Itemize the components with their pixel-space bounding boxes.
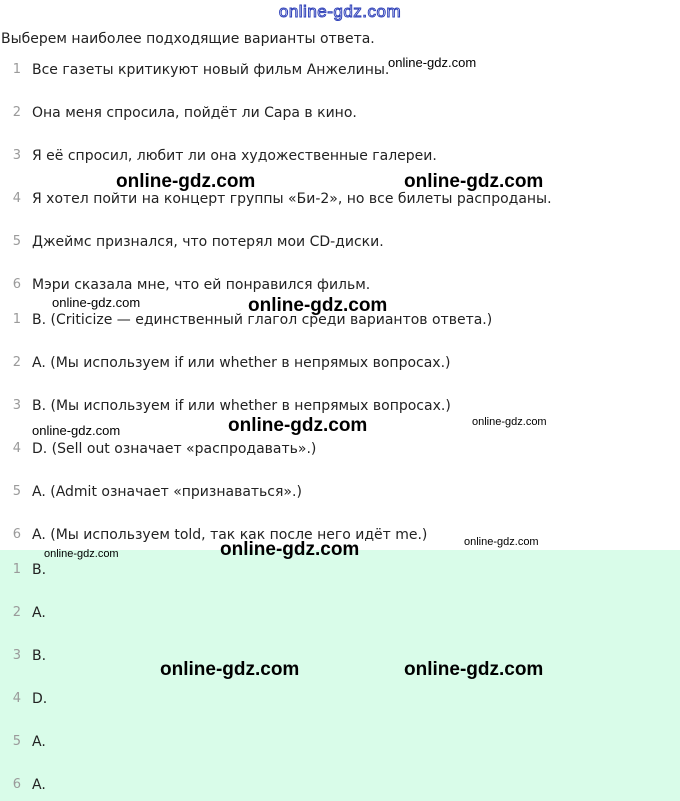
row-number: 6: [12, 527, 21, 542]
answer-row: [0, 560, 680, 580]
row-number: 4: [12, 441, 21, 456]
row-number: 2: [12, 605, 21, 620]
explanation-text: B. (Criticize — единственный глагол среди вариантов ответа.): [32, 312, 493, 328]
sentence-row: [0, 103, 680, 123]
answer-row: [0, 775, 680, 795]
watermark: online-gdz.com: [388, 55, 477, 70]
sentence-row: [0, 232, 680, 252]
watermark: online-gdz.com: [248, 295, 388, 316]
sentence-row: [0, 189, 680, 209]
explanation-text: B. (Мы используем if или whether в непрямых вопросах.): [32, 398, 451, 414]
row-number: 1: [12, 312, 21, 327]
row-number: 6: [12, 777, 21, 792]
answer-row: [0, 603, 680, 623]
answer-text: B.: [32, 562, 47, 578]
sentence-text: Мэри сказала мне, что ей понравился фильм.: [32, 277, 371, 293]
row-number: 2: [12, 355, 21, 370]
explanation-text: A. (Мы используем if или whether в непрямых вопросах.): [32, 355, 451, 371]
row-number: 3: [12, 648, 21, 663]
answer-text: A.: [32, 734, 46, 750]
answer-text: B.: [32, 648, 47, 664]
sentence-row: [0, 275, 680, 295]
row-number: 4: [12, 691, 21, 706]
watermark: online-gdz.com: [404, 171, 544, 192]
sentence-row: [0, 60, 680, 80]
task-intro: Выберем наиболее подходящие варианты ответа.: [1, 31, 375, 47]
answer-text: D.: [32, 691, 48, 707]
explanation-row: [0, 353, 680, 373]
row-number: 4: [12, 191, 21, 206]
explanation-row: [0, 439, 680, 459]
row-number: 5: [12, 234, 21, 249]
answers-panel: [0, 550, 680, 801]
row-number: 1: [12, 562, 21, 577]
answer-text: A.: [32, 605, 46, 621]
sentence-text: Я её спросил, любит ли она художественные галереи.: [32, 148, 437, 164]
row-number: 3: [12, 148, 21, 163]
watermark: online-gdz.com: [228, 415, 368, 436]
answer-row: [0, 689, 680, 709]
answer-row: [0, 646, 680, 666]
row-number: 1: [12, 62, 21, 77]
watermark: online-gdz.com: [32, 423, 121, 438]
watermark: online-gdz.com: [404, 659, 544, 680]
sentence-row: [0, 146, 680, 166]
answer-text: A.: [32, 777, 46, 793]
watermark: online-gdz.com: [160, 659, 300, 680]
row-number: 3: [12, 398, 21, 413]
row-number: 6: [12, 277, 21, 292]
explanation-row: [0, 482, 680, 502]
watermark: online-gdz.com: [116, 171, 256, 192]
watermark: online-gdz.com: [464, 536, 539, 548]
explanation-text: D. (Sell out означает «распродавать».): [32, 441, 317, 457]
watermark: online-gdz.com: [52, 295, 141, 310]
row-number: 5: [12, 484, 21, 499]
explanation-text: A. (Мы используем told, так как после него идёт me.): [32, 527, 428, 543]
watermark: online-gdz.com: [472, 416, 547, 428]
watermark: online-gdz.com: [44, 548, 119, 560]
row-number: 2: [12, 105, 21, 120]
sentence-text: Джеймс признался, что потерял мои CD-диски.: [32, 234, 384, 250]
watermark: online-gdz.com: [220, 539, 360, 560]
sentence-text: Я хотел пойти на концерт группы «Би-2», но все билеты распроданы.: [32, 191, 552, 207]
row-number: 5: [12, 734, 21, 749]
site-logo[interactable]: online-gdz.com: [278, 2, 402, 21]
explanation-text: A. (Admit означает «признаваться».): [32, 484, 302, 500]
explanation-row: [0, 396, 680, 416]
sentence-text: Все газеты критикуют новый фильм Анжелины.: [32, 62, 390, 78]
sentence-text: Она меня спросила, пойдёт ли Сара в кино.: [32, 105, 357, 121]
answer-row: [0, 732, 680, 752]
